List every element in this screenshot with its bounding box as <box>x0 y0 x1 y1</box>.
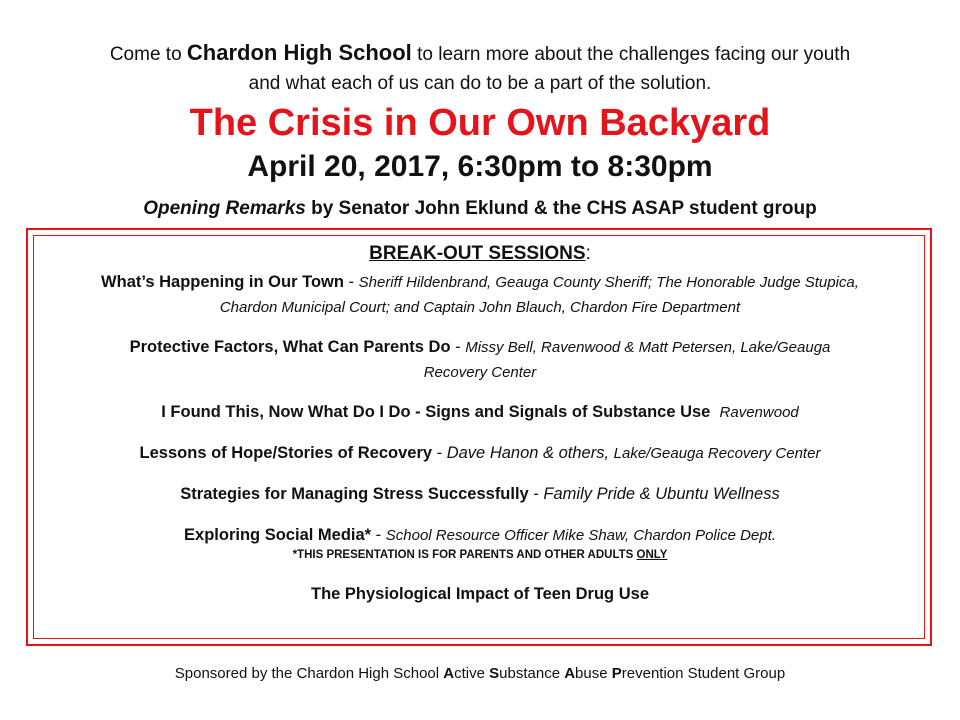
intro-pre: Come to <box>109 44 182 65</box>
session-7-title: The Physiological Impact of Teen Drug Use <box>310 585 649 603</box>
session-6-speaker: School Resource Officer Mike Shaw, Chardon Police Dept. <box>385 527 776 544</box>
session-6-note-emph: ONLY <box>636 549 668 561</box>
session-4-speaker: Dave Hanon & others, <box>446 444 610 462</box>
session-5-sep: - <box>528 485 544 503</box>
session-5-title: Strategies for Managing Stress Successfully <box>180 485 529 503</box>
session-6-title: Exploring Social Media* <box>184 526 372 544</box>
footer-ab-rest: buse <box>575 665 612 682</box>
breakout-colon: : <box>585 243 591 264</box>
session-6-note <box>0 549 960 561</box>
sponsor-footer <box>0 665 960 682</box>
session-3-speaker: Ravenwood <box>719 404 799 421</box>
session-2-cont <box>0 363 960 382</box>
session-6-note-text: *THIS PRESENTATION IS FOR PARENTS AND OTHER ADULTS <box>292 549 634 561</box>
session-2-speakers-2: Recovery Center <box>423 364 537 381</box>
breakout-heading <box>0 243 960 265</box>
footer-a: A <box>443 665 455 682</box>
school-name: Chardon High School <box>186 40 412 65</box>
session-1-speakers: Sheriff Hildenbrand, Geauga County Sheriff; The Honorable Judge Stupica, <box>358 274 859 291</box>
session-1-cont <box>0 298 960 317</box>
session-1-sep: - <box>343 273 359 291</box>
opening-label: Opening Remarks <box>143 198 306 219</box>
intro-line-2: and what each of us can do to be a part of the solution. <box>248 73 712 94</box>
session-2-speakers: Missy Bell, Ravenwood & Matt Petersen, Lake/Geauga <box>465 339 831 356</box>
session-5-speaker: Family Pride & Ubuntu Wellness <box>543 485 780 503</box>
opening-text: by Senator John Eklund & the CHS ASAP student group <box>311 198 817 219</box>
footer-p-rest: revention Student Group <box>621 665 786 682</box>
session-2-title: Protective Factors, What Can Parents Do <box>129 338 451 356</box>
footer-a-rest: ctive <box>454 665 490 682</box>
session-1-title: What’s Happening in Our Town <box>101 273 344 291</box>
session-7 <box>0 585 960 604</box>
session-4 <box>0 444 960 463</box>
breakout-frame-inner <box>33 235 925 639</box>
session-5 <box>0 485 960 504</box>
session-2 <box>0 338 960 357</box>
footer-pre: Sponsored by the Chardon High School <box>174 665 444 682</box>
session-3-title: I Found This, Now What Do I Do - Signs and Signals of Substance Use <box>161 403 711 421</box>
session-6 <box>0 526 960 545</box>
event-date: April 20, 2017, 6:30pm to 8:30pm <box>247 150 713 183</box>
breakout-heading-text: BREAK-OUT SESSIONS <box>369 243 586 264</box>
session-2-sep: - <box>450 338 466 356</box>
footer-s-rest: ubstance <box>499 665 565 682</box>
session-4-title: Lessons of Hope/Stories of Recovery <box>139 444 433 462</box>
footer-p: P <box>611 665 622 682</box>
footer-ab: A <box>564 665 576 682</box>
event-title: The Crisis in Our Own Backyard <box>189 102 771 144</box>
opening-remarks <box>0 198 960 220</box>
session-4-sep: - <box>432 444 447 462</box>
session-1-speakers-2: Chardon Municipal Court; and Captain John Blauch, Chardon Fire Department <box>219 299 741 316</box>
intro-post: to learn more about the challenges facing our youth <box>417 44 851 65</box>
footer-s: S <box>489 665 500 682</box>
intro-line-1 <box>0 40 960 66</box>
session-3 <box>0 403 960 422</box>
session-4-org: Lake/Geauga Recovery Center <box>613 445 821 462</box>
session-6-sep: - <box>371 526 386 544</box>
session-1 <box>0 273 960 292</box>
